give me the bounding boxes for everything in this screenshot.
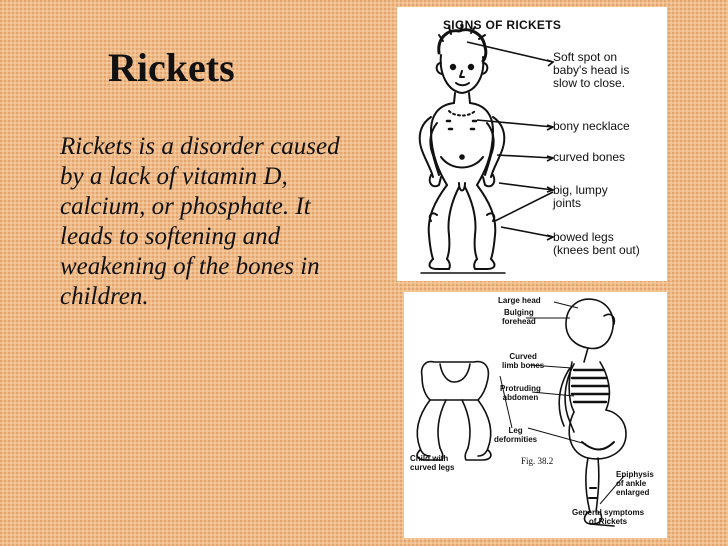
label-bowed-legs: bowed legs (knees bent out) [553,230,640,257]
label-protruding-abdomen: Protruding abdomen [500,384,541,402]
slide-body-text: Rickets is a disorder caused by a lack of vitamin D, calcium, or phosphate. It leads to softening and weakening of the bones in children. [60,133,340,310]
label-lumpy-joints: big, lumpy joints [553,183,608,210]
figure-heading: SIGNS OF RICKETS [443,18,562,32]
general-symptoms-figure [404,292,667,538]
label-curved-bones: curved bones [553,150,626,164]
label-soft-spot: Soft spot on baby's head is slow to close. [553,50,630,90]
signs-of-rickets-figure [397,7,667,281]
label-leg-deformities: Leg deformities [494,426,538,444]
label-general-symptoms: General symptoms of Rickets [572,508,645,526]
label-epiphysis-ankle: Epiphysis of ankle enlarged [616,470,654,497]
label-child-curved-legs: Child with curved legs [410,454,455,472]
label-bony-necklace: bony necklace [553,119,630,133]
slide-title: Rickets [108,45,235,90]
label-bulging-forehead: Bulging forehead [502,308,536,326]
figure-number: Fig. 38.2 [521,456,554,466]
label-large-head: Large head [498,296,541,305]
rickets-symptoms-illustration [404,292,667,538]
label-curved-limb-bones: Curved limb bones [502,352,545,370]
